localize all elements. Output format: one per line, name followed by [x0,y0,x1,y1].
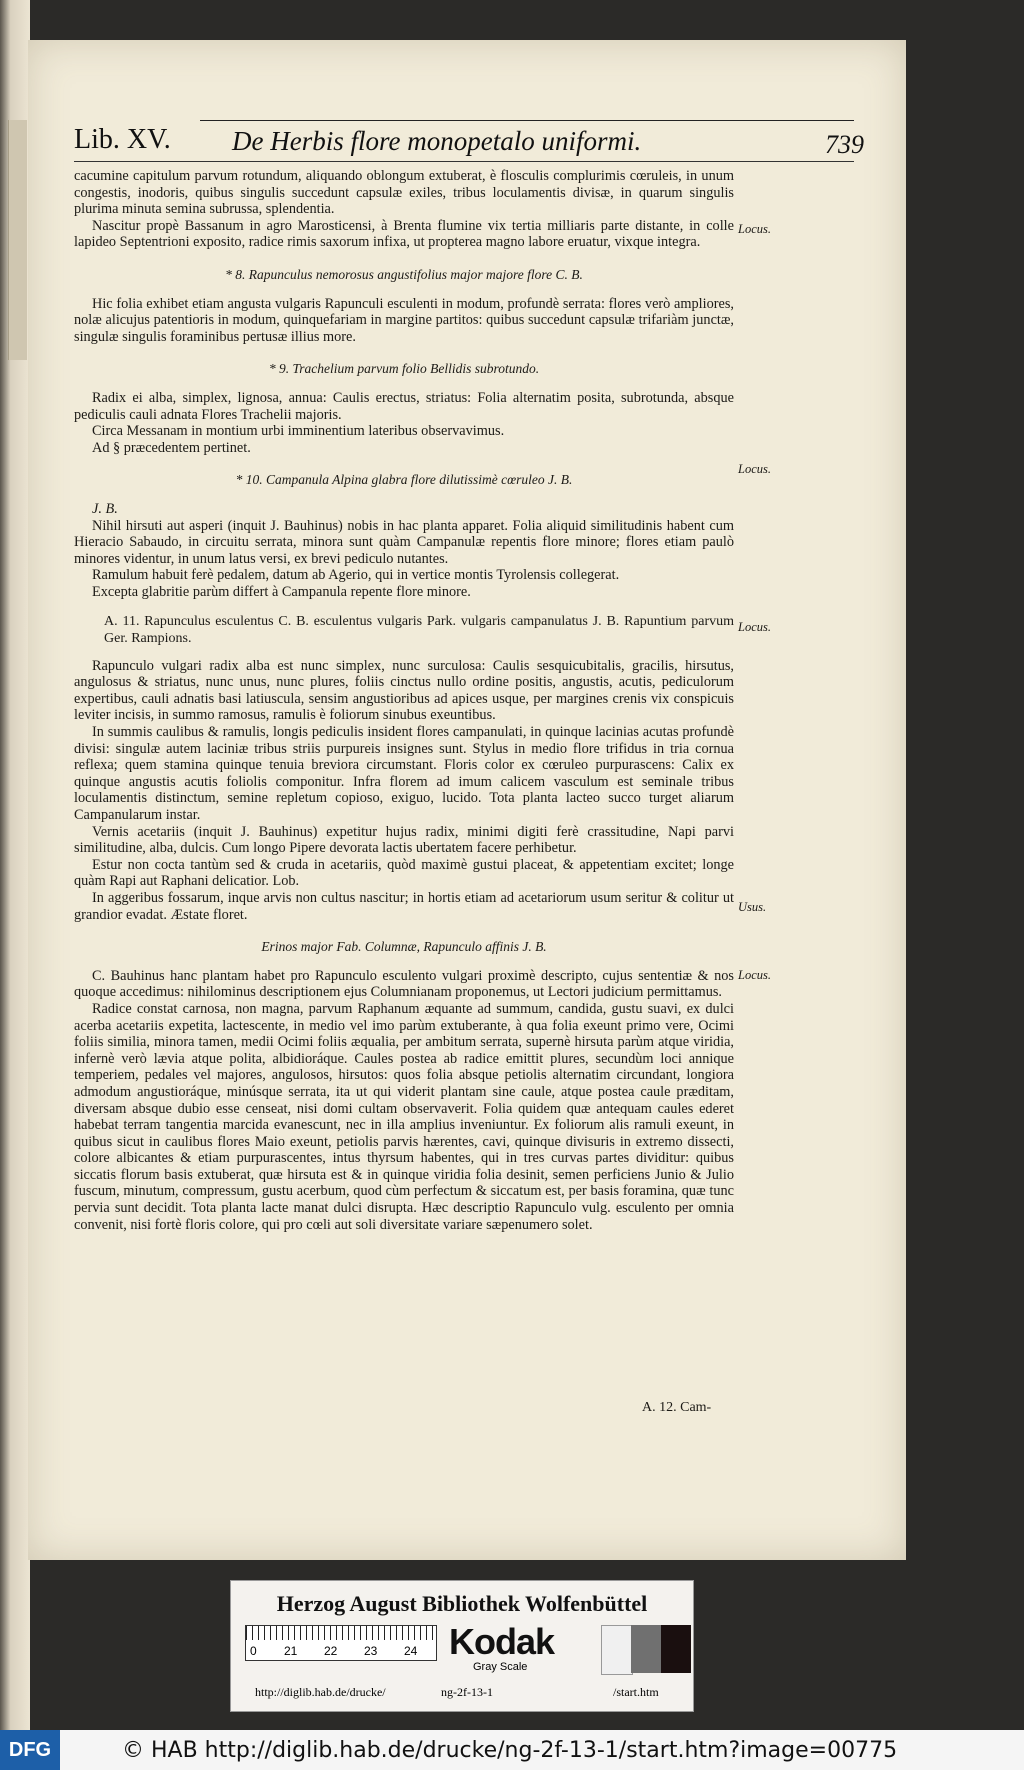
ruler-number: 0 [250,1644,257,1658]
ruler-ticks [246,1626,436,1640]
label-file: /start.htm [613,1685,659,1699]
paragraph: Ad § præcedentem pertinet. [92,439,251,456]
section-heading: * 10. Campanula Alpina glabra flore dilutissimè cœruleo J. B. [235,472,573,488]
paragraph: Rapunculo vulgari radix alba est nunc simplex, nunc surculosa: Caulis sesquicubitalis, gracilis, hirsutus, angulosus & striatus, nunc unus, nunc plures, foliis cinctus nullo ordine positis, angustis, acutis, pediculorum expertibus, cauli adnatis basi latiuscula, sensim angustioribus ad apices usque, per margines crenis vix conspicuis leviter incisis, in summo ramosus, ramulis è foliorum sinubus exeuntibus. [74,657,734,724]
paragraph: Estur non cocta tantùm sed & cruda in acetariis, quòd maximè gustui placeat, & appetentiam excitet; longe quàm Rapi aut Raphani delicatior. Lob. [74,856,734,890]
ruler-number: 22 [324,1644,338,1658]
library-name: Herzog August Bibliothek Wolfenbüttel [276,1591,648,1616]
gray-scale-label: Gray Scale [473,1661,528,1673]
paragraph: Radice constat carnosa, non magna, parvum Raphanum æquante ad summum, candida, gustu suavi, ex dulci acerba acetariis expetita, lactescente, in medio vel imo parùm extuberante, à qua folia exeunt primo vere, Ocimi foliis similia, minora tamen, medii Ocimi foliis æqualia, per ambitum serrata, supernè hirsuta parùm atque viridia, infernè verò lævia atque polita, albidioráque. Caules postea ab radice emittit plures, secundùm loci annique temperiem, pedales vel majores, angulosos, hirsutos: quos folia absque petiolis alternatim circundant, longiora admodum angustioráque, minúsque serrata, ita ut qui viderit plantam sine caule, atque postea caule præditam, diversam absque dubio esse censeat, nisi domi cultam observaverit. Folia quidem quæ antequam caules ederet habebat terram tangentia marcida evanescunt, nec in illa amplius inveniuntur. Ex foliorum alis ramuli exeunt, in quibus sicut in caulibus flores Maio exeunt, petiolis parvis hærentes, cavi, quinque divisuris in extremo dissecti, colore albicantes & etiam purpurascentes, intus thyrsum habentes, qui in tres curvas partes dividitur: quibus siccatis florum basis extuberat, quæ hirsuta est & in quinque viridia folia desinit, semen perficiens Junio & Julio fuscum, minutum, compressum, gustu acerbum, quod cùm perfectum & siccatum est, per basis foramina, quæ tunc pervia sunt decidit. Tota planta lacte manat dulci disrupta. Hæc descriptio Rapunculo vulg. esculento per omnia convenit, nisi fortè floris colore, qui pro cœli aut soli diversitate variare sæpenumero solet. [74,1000,734,1233]
margin-note-locus: Locus. [738,620,771,634]
paragraph: Ramulum habuit ferè pedalem, datum ab Agerio, qui in vertice montis Tyrolensis collegerat. [92,567,620,584]
section-heading: Erinos major Fab. Columnæ, Rapunculo affinis J. B. [261,939,547,955]
viewer-footer [0,1730,1024,1770]
paragraph: Nihil hirsuti aut asperi (inquit J. Bauhinus) nobis in hac planta apparet. Folia aliquid similitudinis habent cum Hieracio Sabaudo, in circuitu serrata, minora sunt quàm Campanulæ repentis flore minore; flores etiam paulò minores videntur, in unum latus versi, ex brevi pediculo nutantes. [74,517,734,567]
copyright-url[interactable]: © HAB http://diglib.hab.de/drucke/ng-2f-13-1/start.htm?image=00775 [122,1738,898,1763]
kodak-logo: Kodak [449,1621,555,1662]
paragraph: cacumine capitulum parvum rotundum, aliquando oblongum extuberat, è flosculis complurimis cœruleis, in unum congestis, inodoris, quibus singulis succedunt capsulæ exiles, tribus loculamentis divisæ, in quarum singulis plurima minuta semina subrussa, splendentia. [74,168,734,218]
gray-patch [631,1625,661,1673]
catchword: A. 12. Cam- [642,1400,712,1415]
ruler-number: 23 [364,1644,378,1658]
margin-note-locus: Locus. [738,968,771,982]
header-rule-top [200,120,854,121]
label-url: http://diglib.hab.de/drucke/ [255,1685,386,1699]
section-heading: * 8. Rapunculus nemorosus angustifolius major majore flore C. B. [225,266,583,282]
ruler-number: 24 [404,1644,418,1658]
page-number: 739 [825,130,864,159]
paragraph: C. Bauhinus hanc plantam habet pro Rapunculo esculento vulgari proximè descripto, cujus sententiæ & nos quoque accedimus: nihilominus descriptionem ejus Columnianam proponemus, ut Lectori judicium permittamus. [74,967,734,1001]
gray-patch [601,1625,633,1675]
running-title: De Herbis flore monopetalo uniformi. [232,126,642,156]
page-text [74,168,734,1233]
section-heading: * 9. Trachelium parvum folio Bellidis subrotundo. [268,361,540,377]
page-edge-strip [8,120,27,360]
margin-note-locus: Locus. [738,462,771,476]
ruler-number: 21 [284,1644,298,1658]
label-signature: ng-2f-13-1 [441,1685,493,1699]
gray-patch [661,1625,691,1673]
margin-note-usus: Usus. [738,900,767,914]
paragraph: In aggeribus fossarum, inque arvis non cultus nascitur; in hortis etiam ad acetariorum usum seritur & colitur ut grandior evadat. Æstate floret. [74,889,734,923]
paragraph: Hic folia exhibet etiam angusta vulgaris Rapunculi esculenti in modum, profundè serrata: flores verò ampliores, nolæ alicujus patentioris in modum, quinquefariam in margine partitos: quibus succedunt capsulæ trifariàm junctæ, singulæ singulis foraminibus pertusæ illius more. [74,295,734,345]
paragraph: In summis caulibus & ramulis, longis pediculis insident flores campanulati, in quinque lacinias acutas profundè divisi: singulæ autem laciniæ tribus striis purpureis insignes sunt. Stylus in medio flore trifidus in tria cornua reflexa; quem stamina quinque tenuia breviora circumstant. Floris color ex cœruleo purpurascens: Calix ex quinque angustis acutis foliolis componitur. Infra florem ad imum calicem vasculum est seminale tribus loculamentis distinctum, semine repletum copioso, exiguo, lucido. Tota planta lacteo succo turget aliarum Campanularum instar. [74,724,734,823]
paragraph: Circa Messanam in montium urbi imminentium lateribus observavimus. [92,423,505,440]
book-number: Lib. XV. [74,124,171,155]
margin-note-locus: Locus. [738,222,771,236]
section-heading: A. 11. Rapunculus esculentus C. B. esculentus vulgaris Park. vulgaris campanulatus J. B. Rapuntium parvum Ger. Rampions. [104,614,734,647]
previous-page-edge [0,0,30,1730]
author-abbrev: J. B. [92,500,118,517]
paragraph: Vernis acetariis (inquit J. Bauhinus) expetitur hujus radix, minimi digiti ferè crassitudine, Napi parvi similitudine, alba, dulcis. Cum longo Pipere devorata lactis ubertatem facere perhibetur. [74,823,734,857]
library-color-card [230,1580,694,1712]
dfg-logo: DFG [0,1730,60,1770]
paragraph: Radix ei alba, simplex, lignosa, annua: Caulis erectus, striatus: Folia alternatim posita, subrotunda, absque pediculis cauli adnata Flores Trachelii majoris. [74,389,734,423]
page-header [74,118,864,162]
scale-ruler [245,1625,437,1661]
paragraph: Nascitur propè Bassanum in agro Marosticensi, à Brenta flumine vix tertia milliaris parte distante, in colle lapideo Septentrioni exposito, radice rimis saxorum infixa, ut propterea magno labore eruatur, vixque integra. [74,217,734,251]
paragraph: Excepta glabritie parùm differt à Campanula repente flore minore. [92,583,471,600]
header-rule-bottom [74,161,854,162]
